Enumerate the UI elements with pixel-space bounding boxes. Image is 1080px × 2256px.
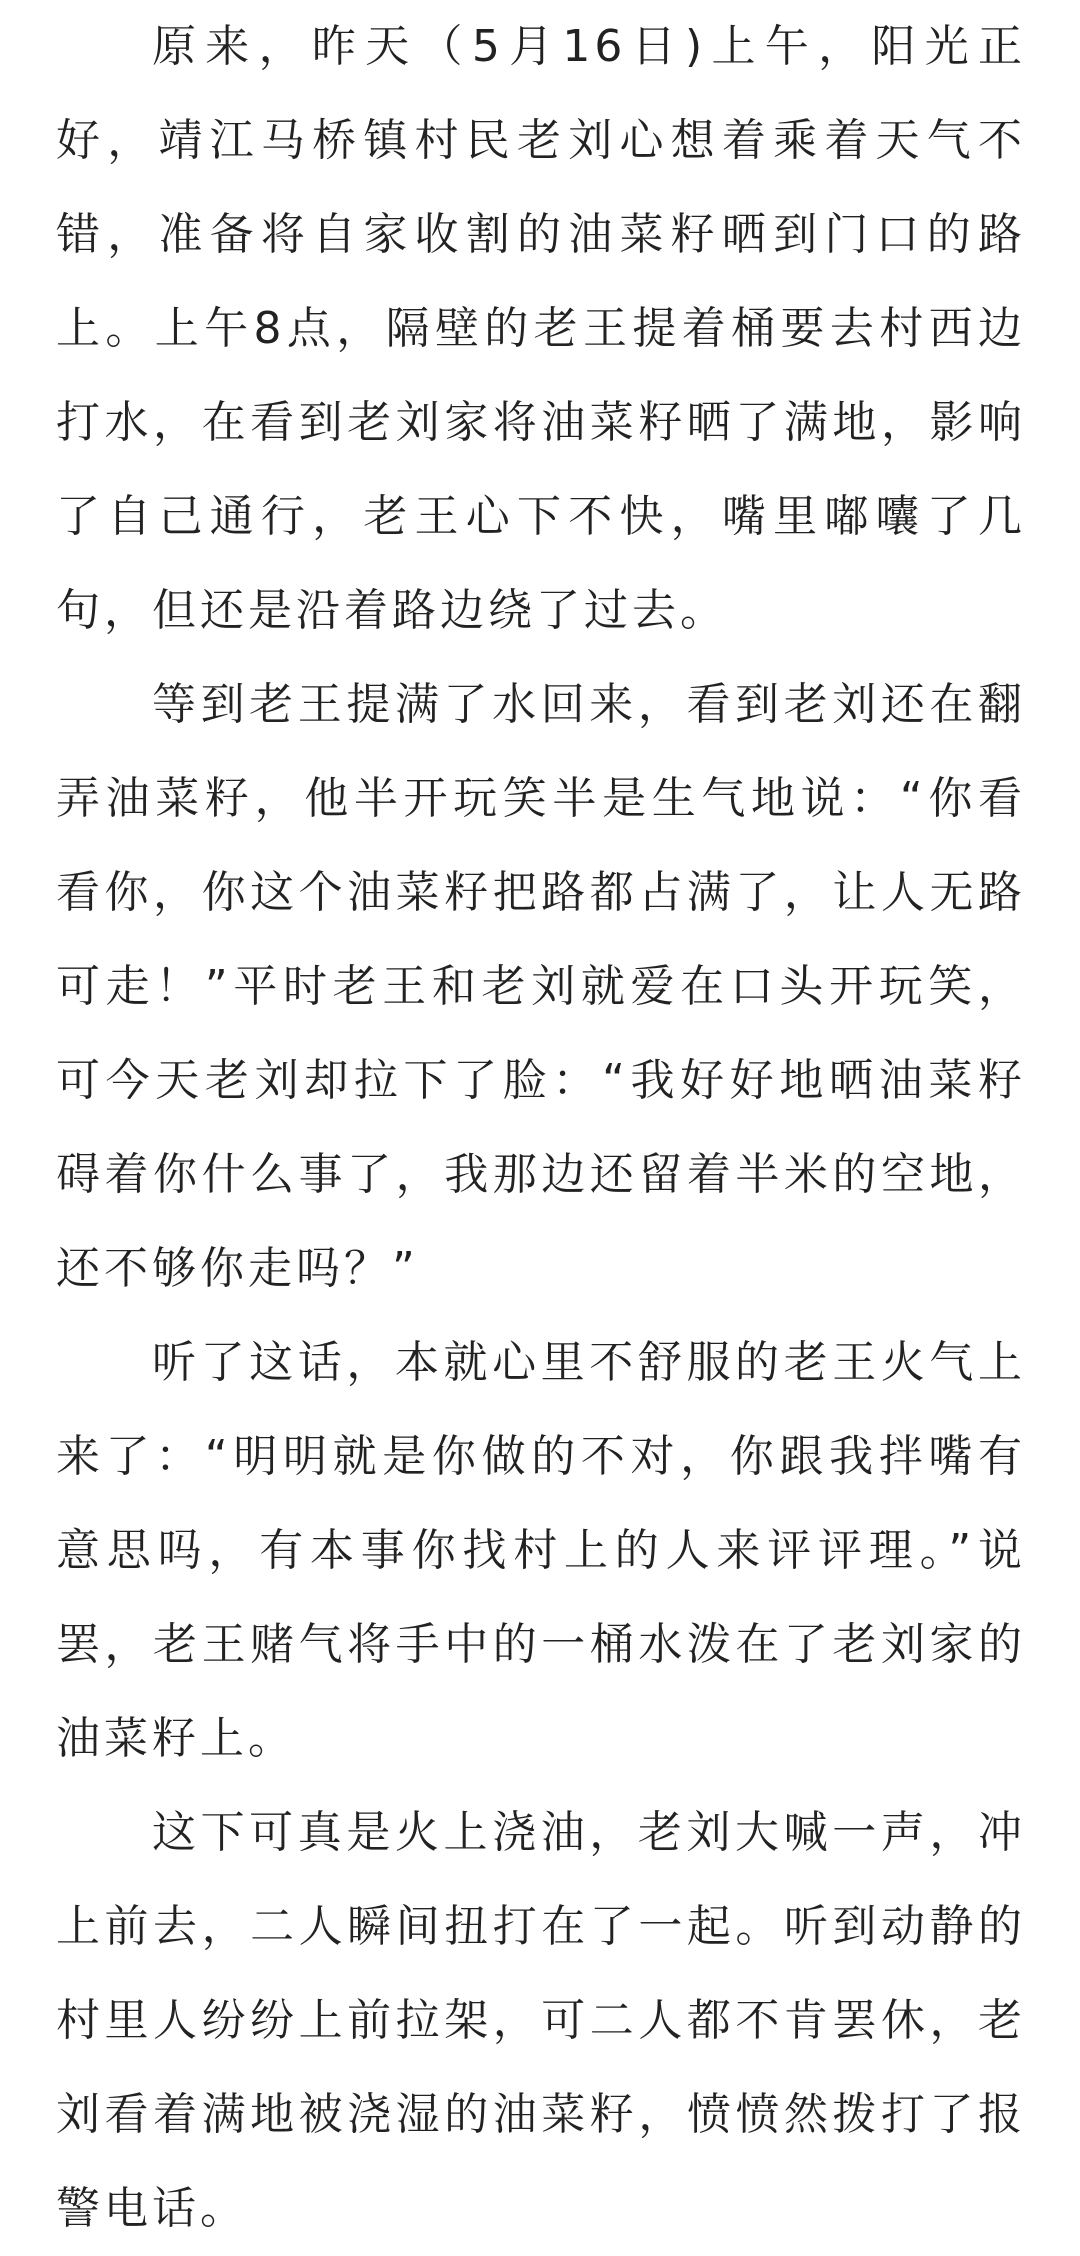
article-body (56, 0, 1026, 2256)
paragraph-4: 这下可真是火上浇油，老刘大喊一声，冲上前去，二人瞬间扭打在了一起。听到动静的村里人纷纷上前拉架，可二人都不肯罢休，老刘看着满地被浇湿的油菜籽，愤愤然拨打了报警电话。 (56, 1807, 1026, 2234)
paragraph-2: 等到老王提满了水回来，看到老刘还在翻弄油菜籽，他半开玩笑半是生气地说：“你看看你，你这个油菜籽把路都占满了，让人无路可走！”平时老王和老刘就爱在口头开玩笑，可今天老刘却拉下了脸：“我好好地晒油菜籽碍着你什么事了，我那边还留着半米的空地，还不够你走吗？” (56, 679, 1026, 1294)
paragraph-1: 原来，昨天（5月16日)上午，阳光正好，靖江马桥镇村民老刘心想着乘着天气不错，准备将自家收割的油菜籽晒到门口的路上。上午8点，隔壁的老王提着桶要去村西边打水，在看到老刘家将油菜籽晒了满地，影响了自己通行，老王心下不快，嘴里嘟囔了几句，但还是沿着路边绕了过去。 (56, 21, 1026, 636)
paragraph-3: 听了这话，本就心里不舒服的老王火气上来了：“明明就是你做的不对，你跟我拌嘴有意思吗，有本事你找村上的人来评评理。”说罢，老王赌气将手中的一桶水泼在了老刘家的油菜籽上。 (56, 1337, 1026, 1764)
